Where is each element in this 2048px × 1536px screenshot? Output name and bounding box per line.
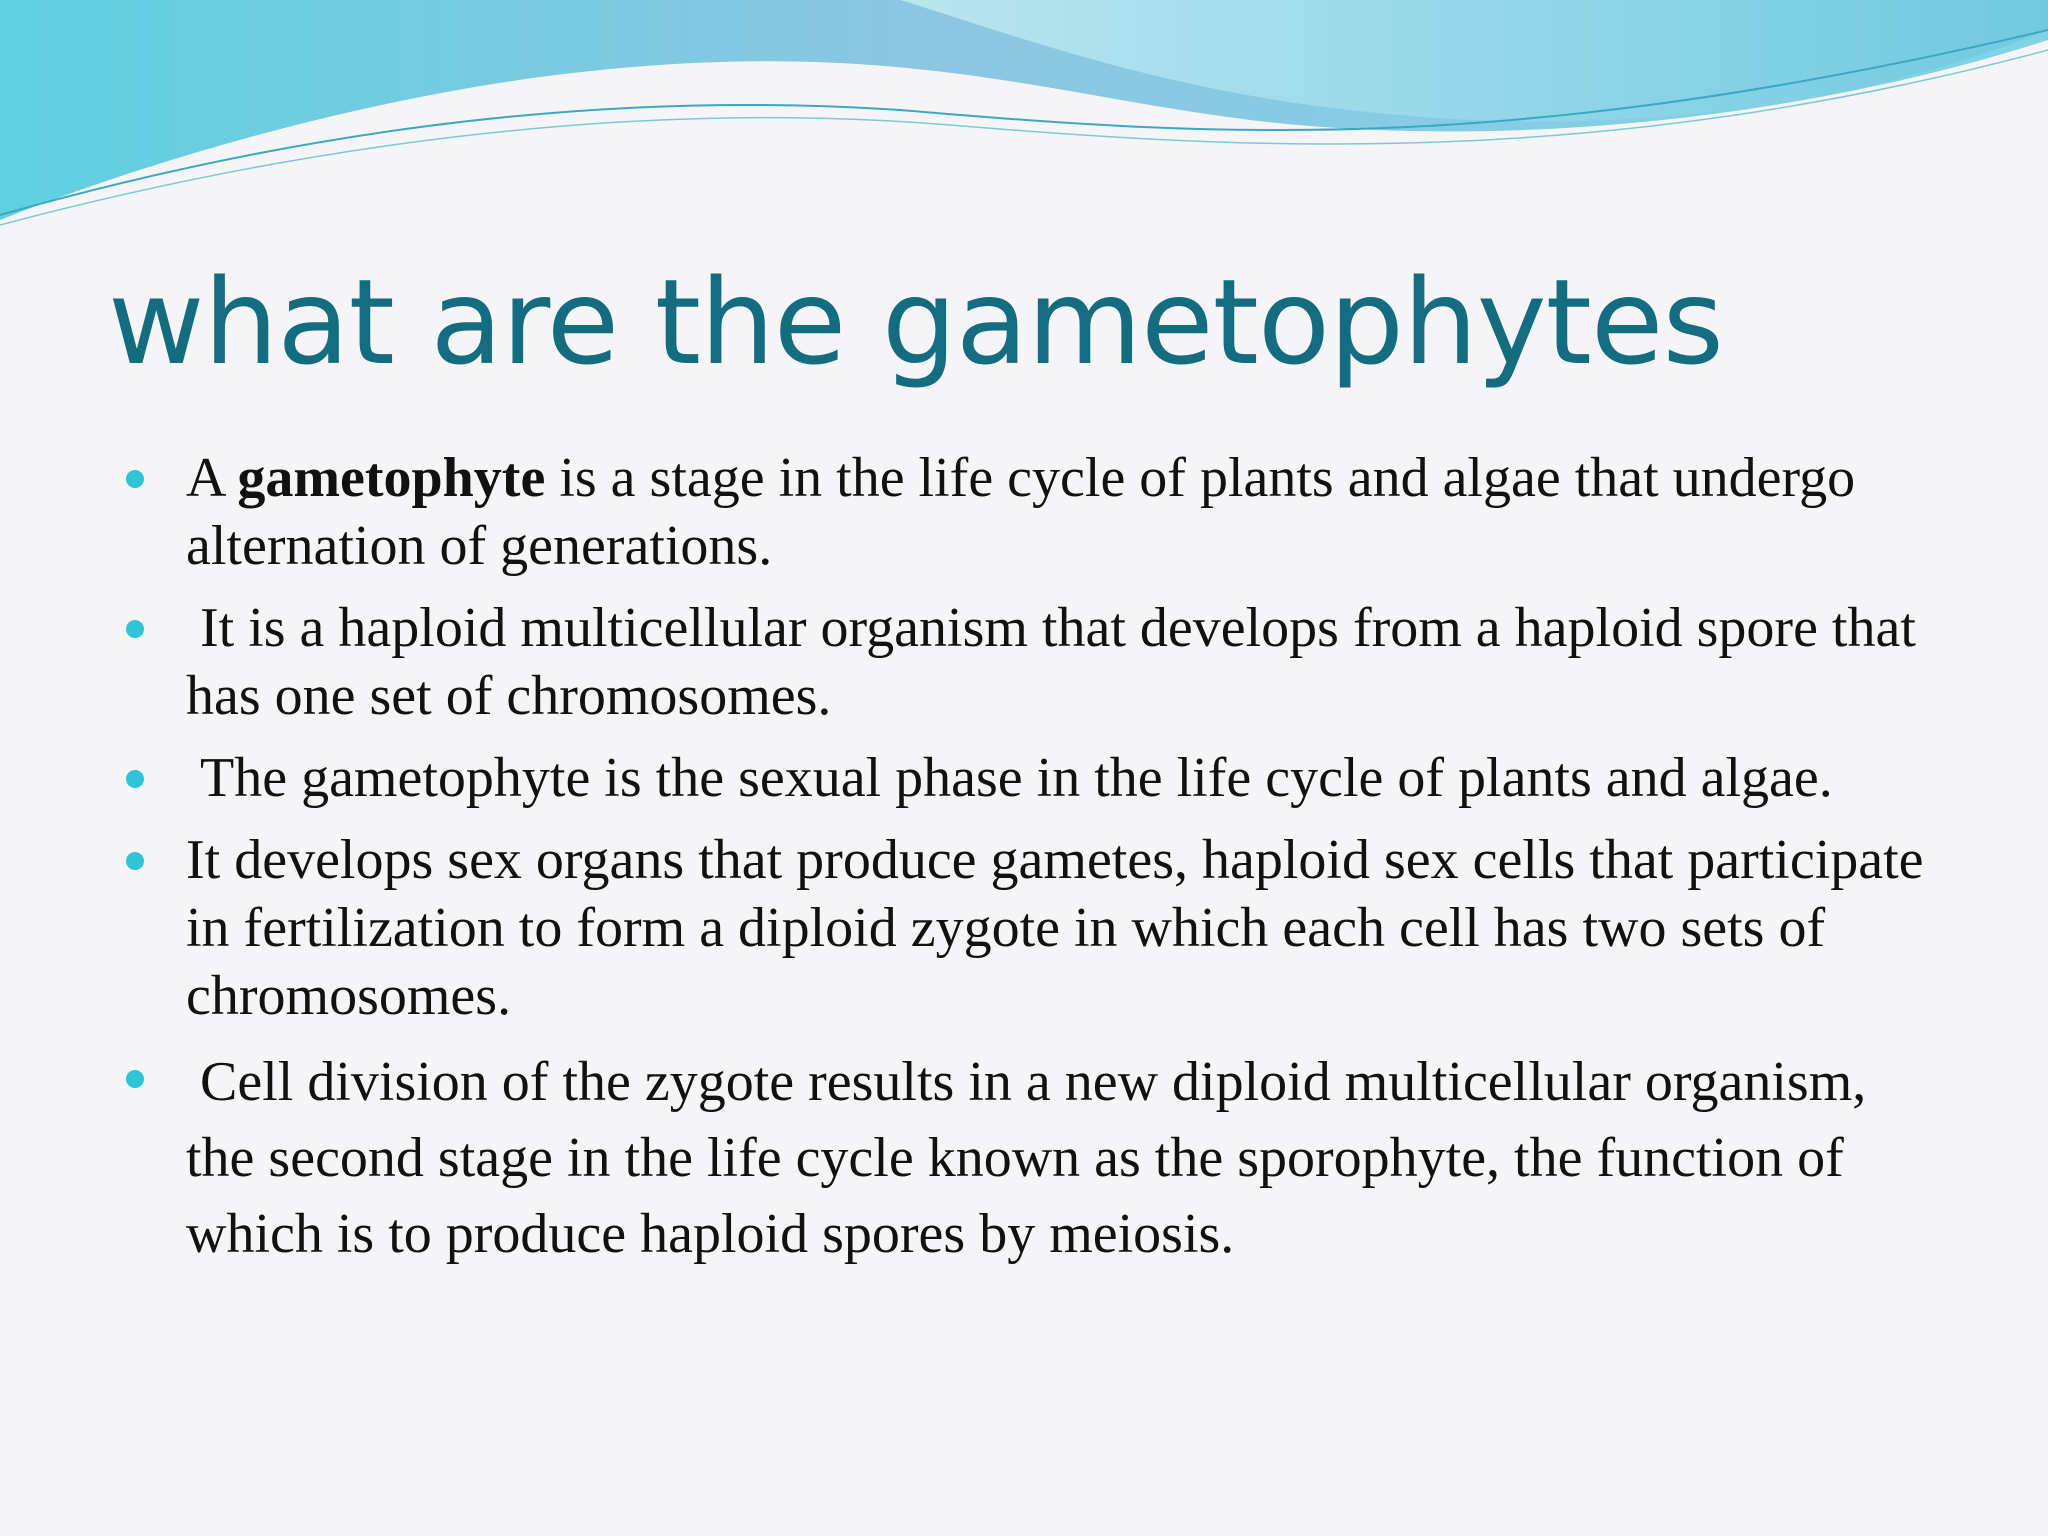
bullet-dot-icon	[126, 1070, 144, 1088]
bullet-dot-icon	[126, 852, 144, 870]
bullet-item	[124, 444, 1944, 580]
bullet-text: The gametophyte is the sexual phase in the life cycle of plants and algae.	[186, 747, 1833, 809]
bullet-dot-icon	[126, 620, 144, 638]
bullet-list	[124, 444, 1944, 1286]
bullet-item	[124, 826, 1944, 1030]
bullet-item	[124, 744, 1944, 812]
bullet-item	[124, 1044, 1944, 1272]
bullet-text: Cell division of the zygote results in a new diploid multicellular organism, the second stage in the life cycle known as the sporophyte, the function of which is to produce haploid spores by meiosis.	[186, 1051, 1881, 1265]
bullet-bold-term: gametophyte	[237, 447, 546, 509]
header-wave-decoration	[0, 0, 2048, 240]
bullet-dot-icon	[126, 770, 144, 788]
bullet-text: It is a haploid multicellular organism that develops from a haploid spore that has one set of chromosomes.	[186, 597, 1930, 727]
bullet-item	[124, 594, 1944, 730]
slide-title: what are the gametophytes	[108, 253, 1723, 391]
bullet-text: It develops sex organs that produce gametes, haploid sex cells that participate in fertilization to form a diploid zygote in which each cell has two sets of chromosomes.	[186, 829, 1938, 1027]
bullet-prefix: A	[186, 447, 238, 509]
bullet-text: is a stage in the life cycle of plants and algae that undergo alternation of generations.	[186, 447, 1856, 577]
bullet-dot-icon	[126, 470, 144, 488]
